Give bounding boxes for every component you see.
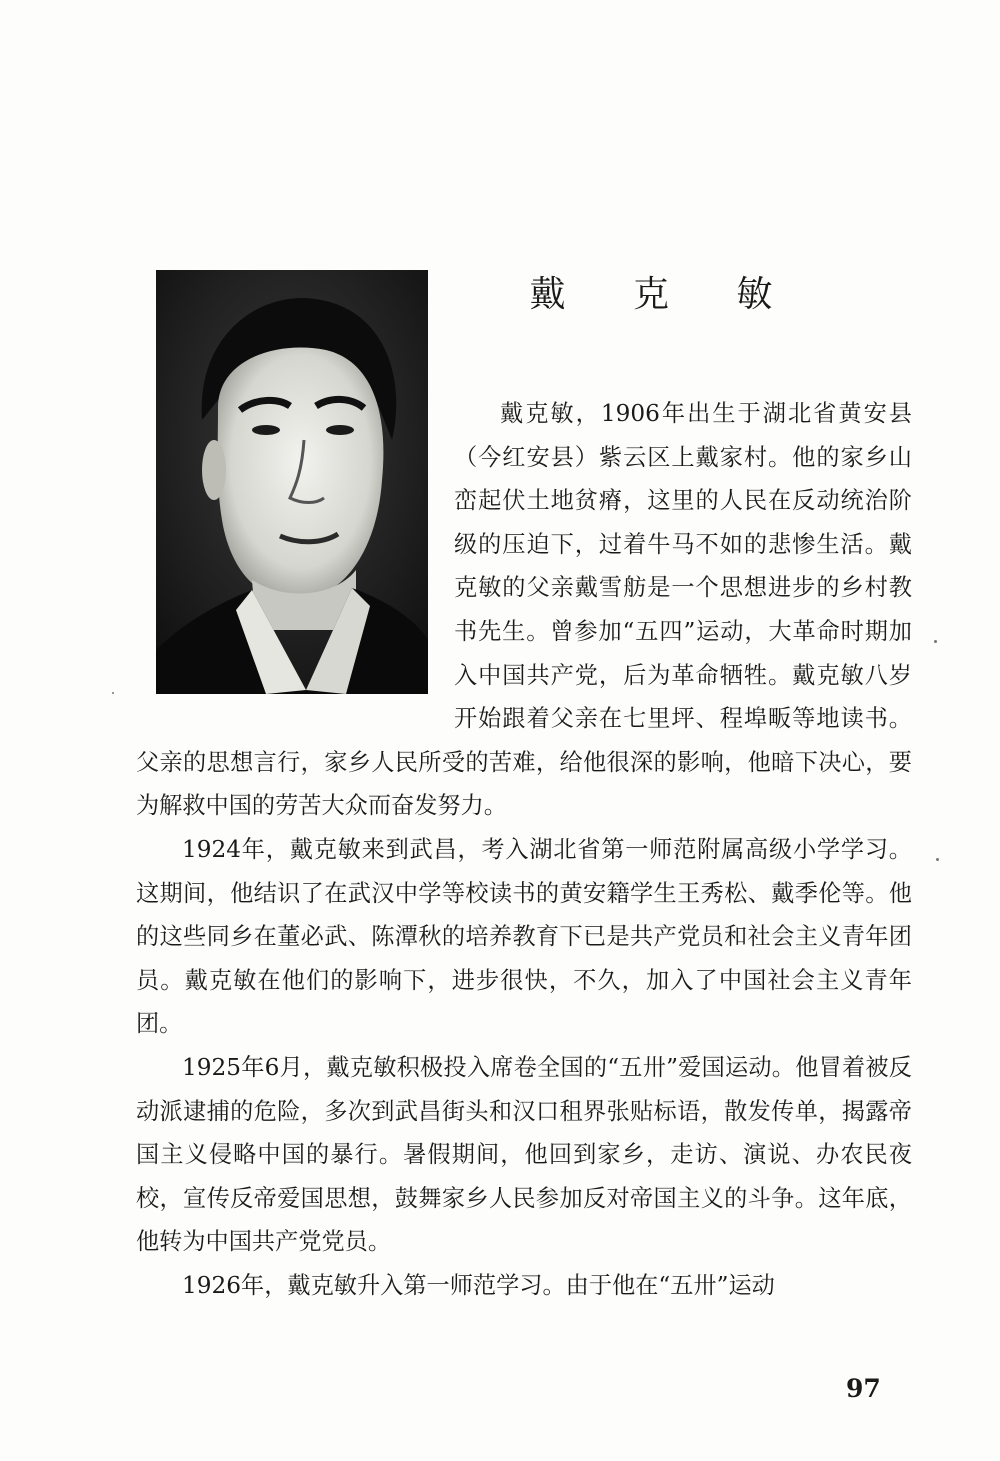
paragraph: 戴克敏，1906年出生于湖北省黄安县（今红安县）紫云区上戴家村。他的家乡山峦起伏土地贫瘠，这里的人民在反动统治阶级的压迫下，过着牛马不如的悲惨生活。戴克敏的父亲戴雪舫是一个思想进步的乡村教书先生。曾参加“五四”运动，大革命时期加入中国共产党，后为革命牺牲。戴克敏八岁开始跟着父亲在七里坪、程埠畈等地读书。父亲的思想言行，家乡人民所受的苦难，给他很深的影响，他暗下决心，要为解救中国的劳苦大众而奋发努力。: [136, 400, 912, 820]
scan-speck: [936, 858, 939, 861]
body-text: [136, 392, 912, 1307]
paragraph: 1925年6月，戴克敏积极投入席卷全国的“五卅”爱国运动。他冒着被反动派逮捕的危险，多次到武昌街头和汉口租界张贴标语，散发传单，揭露帝国主义侵略中国的暴行。暑假期间，他回到家乡，走访、演说、办农民夜校，宣传反帝爱国思想，鼓舞家乡人民参加反对帝国主义的斗争。这年底，他转为中国共产党党员。: [136, 1053, 912, 1256]
paragraph: 1924年，戴克敏来到武昌，考入湖北省第一师范附属高级小学学习。这期间，他结识了在武汉中学等校读书的黄安籍学生王秀松、戴季伦等。他的这些同乡在董必武、陈潭秋的培养教育下已是共产党员和社会主义青年团员。戴克敏在他们的影响下，进步很快，不久，加入了中国社会主义青年团。: [136, 835, 912, 1038]
portrait-wrap-spacer: [136, 392, 454, 714]
page-title: 戴 克 敏: [529, 274, 801, 315]
scan-speck: [934, 640, 937, 643]
scan-speck: [112, 692, 114, 694]
page-number: 97: [846, 1374, 881, 1403]
paragraph: 1926年，戴克敏升入第一师范学习。由于他在“五卅”运动: [182, 1271, 775, 1299]
